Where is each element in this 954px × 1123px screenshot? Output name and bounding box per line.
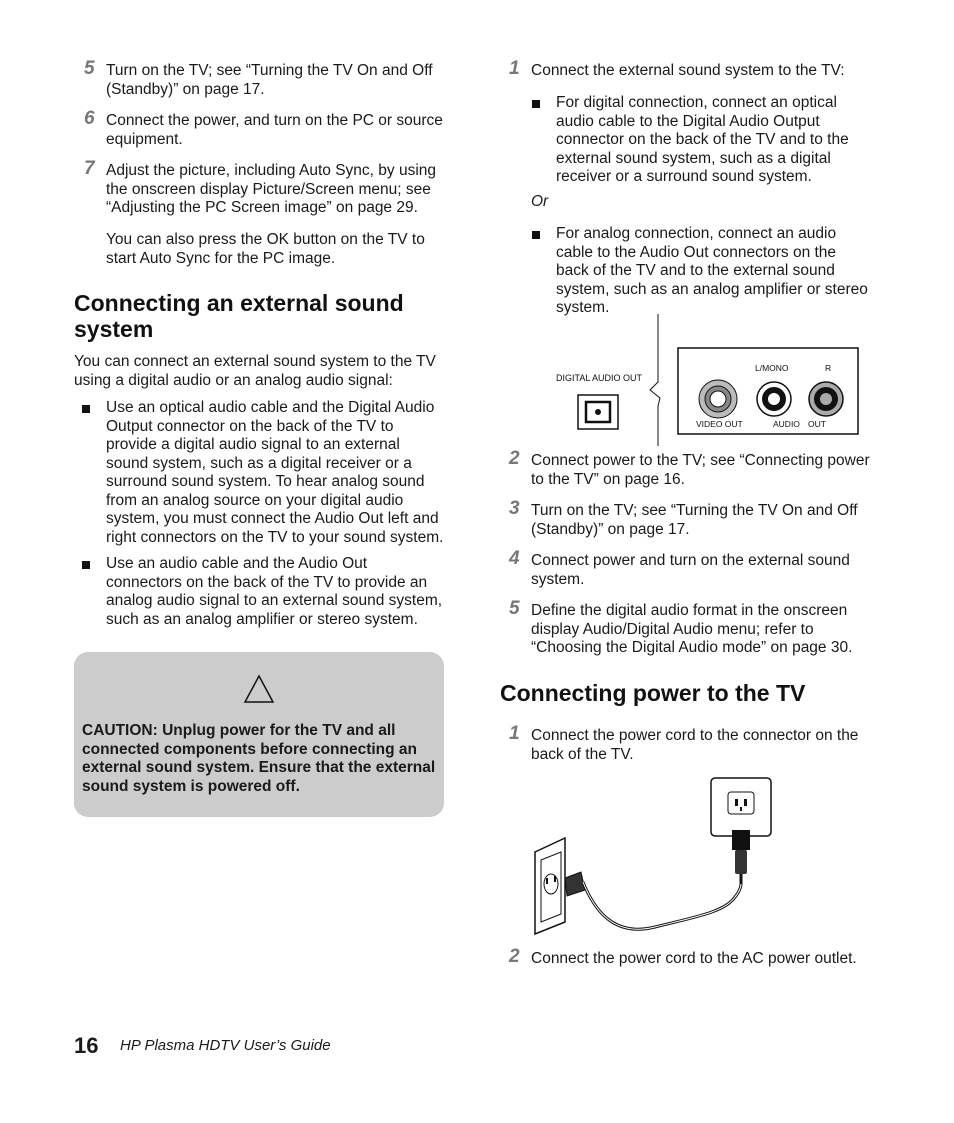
caution-text: CAUTION: Unplug power for the TV and all connected components before connecting an external sound system. Ensure that the external sound system is powered off. <box>82 722 436 795</box>
section-heading-sound: Connecting an external sound system <box>74 290 404 342</box>
step-text: Adjust the picture, including Auto Sync, by using the onscreen display Picture/Screen menu; see “Adjusting the PC Screen image” on page 29. <box>106 162 437 216</box>
warning-triangle-icon <box>243 674 275 704</box>
bullet-analog <box>106 555 446 629</box>
r-label: R <box>825 363 832 373</box>
auto-sync-note: You can also press the OK button on the TV to start Auto Sync for the PC image. <box>106 231 425 267</box>
section-heading-power: Connecting power to the TV <box>500 680 806 706</box>
step-text: Turn on the TV; see “Turning the TV On and Off (Standby)” on page 17. <box>106 62 433 98</box>
bullet-text: Use an optical audio cable and the Digital Audio Output connector on the back of the TV to provide a digital audio signal to an external sound system, such as a digital receiver or a surround sound system. To hear analog sound from an analog source on your digital audio system, you must connect the Audio Out left and right connectors on the TV to your sound system. <box>106 399 444 546</box>
power-step-1 <box>509 723 871 764</box>
or-text: Or <box>531 193 549 210</box>
right-bullet-analog <box>556 225 872 318</box>
step-number: 1 <box>509 723 520 744</box>
step-number: 5 <box>84 58 95 79</box>
step-number: 5 <box>509 598 520 619</box>
video-out-label: VIDEO OUT <box>696 419 743 429</box>
wall-outlet-icon <box>535 838 565 934</box>
right-step-5 <box>509 598 871 658</box>
video-jack-icon <box>699 380 737 418</box>
step-text: Connect power and turn on the external sound system. <box>531 552 850 588</box>
page-number: 16 <box>74 1033 99 1058</box>
power-step-2 <box>509 946 871 969</box>
step-number: 7 <box>84 158 95 179</box>
step-text: Connect the power, and turn on the PC or source equipment. <box>106 112 443 148</box>
audio-left-jack-icon <box>757 382 791 416</box>
right-step-3 <box>509 498 871 539</box>
left-step-5 <box>84 58 446 99</box>
right-step-4 <box>509 548 861 589</box>
bullet-square-icon <box>532 231 540 239</box>
power-cord-diagram <box>525 772 785 942</box>
bullet-text: For analog connection, connect an audio cable to the Audio Out connectors on the back of the TV and to the external sound system, such as an analog amplifier or stereo system. <box>556 225 868 316</box>
caution-box <box>74 652 444 817</box>
step-text: Connect the power cord to the connector on the back of the TV. <box>531 727 859 763</box>
step-number: 3 <box>509 498 520 519</box>
right-bullet-digital <box>556 94 856 187</box>
right-step-1 <box>509 58 871 81</box>
digital-audio-out-label: DIGITAL AUDIO OUT <box>556 373 643 383</box>
bullet-square-icon <box>82 405 90 413</box>
left-step-6 <box>84 108 446 149</box>
section-intro: You can connect an external sound system to the TV using a digital audio or an analog audio signal: <box>74 353 436 389</box>
step-text: Connect the external sound system to the TV: <box>531 62 845 79</box>
audio-label: AUDIO <box>773 419 800 429</box>
step-text: Connect the power cord to the AC power outlet. <box>531 950 857 967</box>
l-mono-label: L/MONO <box>755 363 789 373</box>
left-step-7 <box>84 158 446 218</box>
right-step-2 <box>509 448 871 489</box>
power-cord-line <box>583 882 741 929</box>
audio-right-jack-icon <box>809 382 843 416</box>
bullet-digital <box>106 399 446 547</box>
footer-title: HP Plasma HDTV User’s Guide <box>120 1037 331 1054</box>
audio-connector-diagram <box>550 310 870 450</box>
step-text: Connect power to the TV; see “Connecting power to the TV” on page 16. <box>531 452 870 488</box>
out-label: OUT <box>808 419 826 429</box>
step-number: 6 <box>84 108 95 129</box>
step-number: 4 <box>509 548 520 569</box>
bullet-text: Use an audio cable and the Audio Out connectors on the back of the TV to provide an analog audio signal to an external sound system, such as an analog amplifier or stereo system. <box>106 555 443 628</box>
step-text: Define the digital audio format in the onscreen display Audio/Digital Audio menu; refer to “Choosing the Digital Audio mode” on page 30. <box>531 602 853 656</box>
step-number: 1 <box>509 58 520 79</box>
bullet-square-icon <box>532 100 540 108</box>
bullet-square-icon <box>82 561 90 569</box>
step-number: 2 <box>509 448 520 469</box>
step-number: 2 <box>509 946 520 967</box>
bullet-text: For digital connection, connect an optical audio cable to the Digital Audio Output connector on the back of the TV and to the external sound system, such as a digital receiver or a surround sound system. <box>556 94 849 185</box>
step-text: Turn on the TV; see “Turning the TV On and Off (Standby)” on page 17. <box>531 502 858 538</box>
panel-break-line <box>650 314 660 446</box>
